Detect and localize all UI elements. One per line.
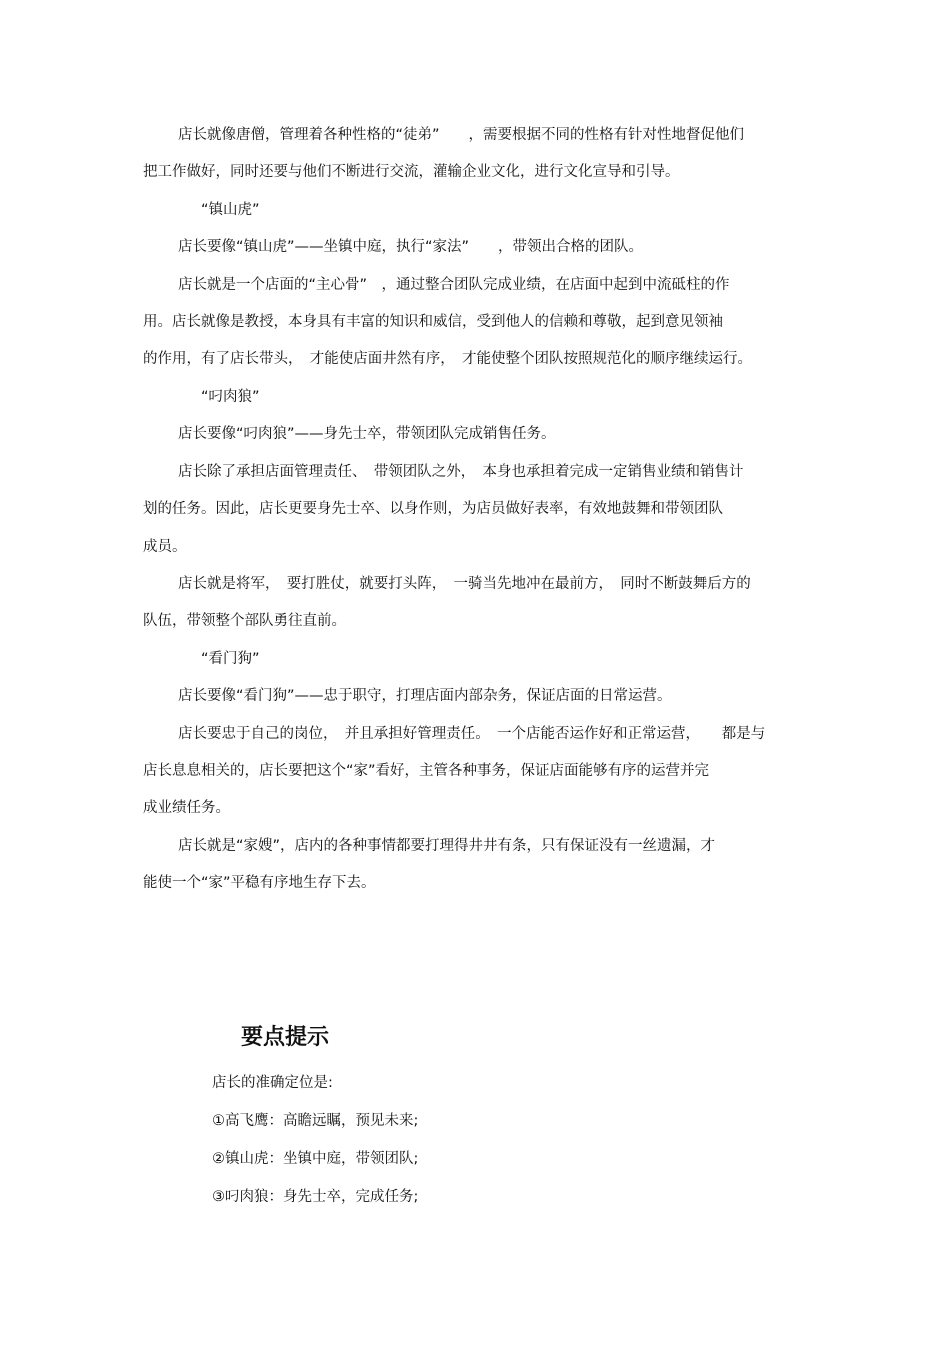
paragraph-line: 店长就是一个店面的“主心骨” ，通过整合团队完成业绩，在店面中起到中流砥柱的作 xyxy=(178,277,730,293)
paragraph-line: 能使一个“家”平稳有序地生存下去。 xyxy=(143,875,376,891)
paragraph-line: 队伍，带领整个部队勇往直前。 xyxy=(143,613,346,629)
tip-item: ①高飞鹰：高瞻远瞩，预见未来; xyxy=(212,1113,419,1129)
paragraph-line: 店长要像“镇山虎”——坐镇中庭，执行“家法” ，带领出合格的团队。 xyxy=(178,239,644,255)
tips-intro: 店长的准确定位是: xyxy=(212,1075,333,1091)
paragraph-line: 店长要忠于自己的岗位， 并且承担好管理责任。 一个店能否运作好和正常运营， 都是与 xyxy=(178,726,766,742)
paragraph-line: 划的任务。因此，店长更要身先士卒、以身作则，为店员做好表率，有效地鼓舞和带领团队 xyxy=(143,501,723,517)
section-title-zhenshanhu: “镇山虎” xyxy=(201,202,260,218)
paragraph-line: 店长要像“看门狗”——忠于职守，打理店面内部杂务，保证店面的日常运营。 xyxy=(178,688,672,704)
tips-heading: 要点提示 xyxy=(241,1025,330,1050)
tip-item: ③叼肉狼：身先士卒，完成任务; xyxy=(212,1189,419,1205)
section-title-kanmengou: “看门狗” xyxy=(201,651,260,667)
paragraph-line: 用。店长就像是教授，本身具有丰富的知识和威信，受到他人的信赖和尊敬，起到意见领袖 xyxy=(143,314,723,330)
paragraph-line: 店长就像唐僧，管理着各种性格的“徒弟” ，需要根据不同的性格有针对性地督促他们 xyxy=(178,127,745,143)
paragraph-line: 把工作做好，同时还要与他们不断进行交流，灌输企业文化，进行文化宣导和引导。 xyxy=(143,164,680,180)
paragraph-line: 店长除了承担店面管理责任、 带领团队之外， 本身也承担着完成一定销售业绩和销售计 xyxy=(178,464,744,480)
paragraph-line: 店长息息相关的，店长要把这个“家”看好，主管各种事务，保证店面能够有序的运营并完 xyxy=(143,763,710,779)
paragraph-line: 店长就是将军， 要打胜仗，就要打头阵， 一骑当先地冲在最前方， 同时不断鼓舞后方的 xyxy=(178,576,751,592)
paragraph-line: 成员。 xyxy=(143,539,187,555)
tip-item: ②镇山虎：坐镇中庭，带领团队; xyxy=(212,1151,419,1167)
paragraph-line: 的作用，有了店长带头， 才能使店面井然有序， 才能使整个团队按照规范化的顺序继续运行。 xyxy=(143,351,752,367)
paragraph-line: 店长要像“叼肉狼”——身先士卒，带领团队完成销售任务。 xyxy=(178,426,556,442)
section-title-diaoroulang: “叼肉狼” xyxy=(201,389,260,405)
paragraph-line: 成业绩任务。 xyxy=(143,800,230,816)
paragraph-line: 店长就是“家嫂”，店内的各种事情都要打理得井井有条，只有保证没有一丝遗漏，才 xyxy=(178,838,716,854)
